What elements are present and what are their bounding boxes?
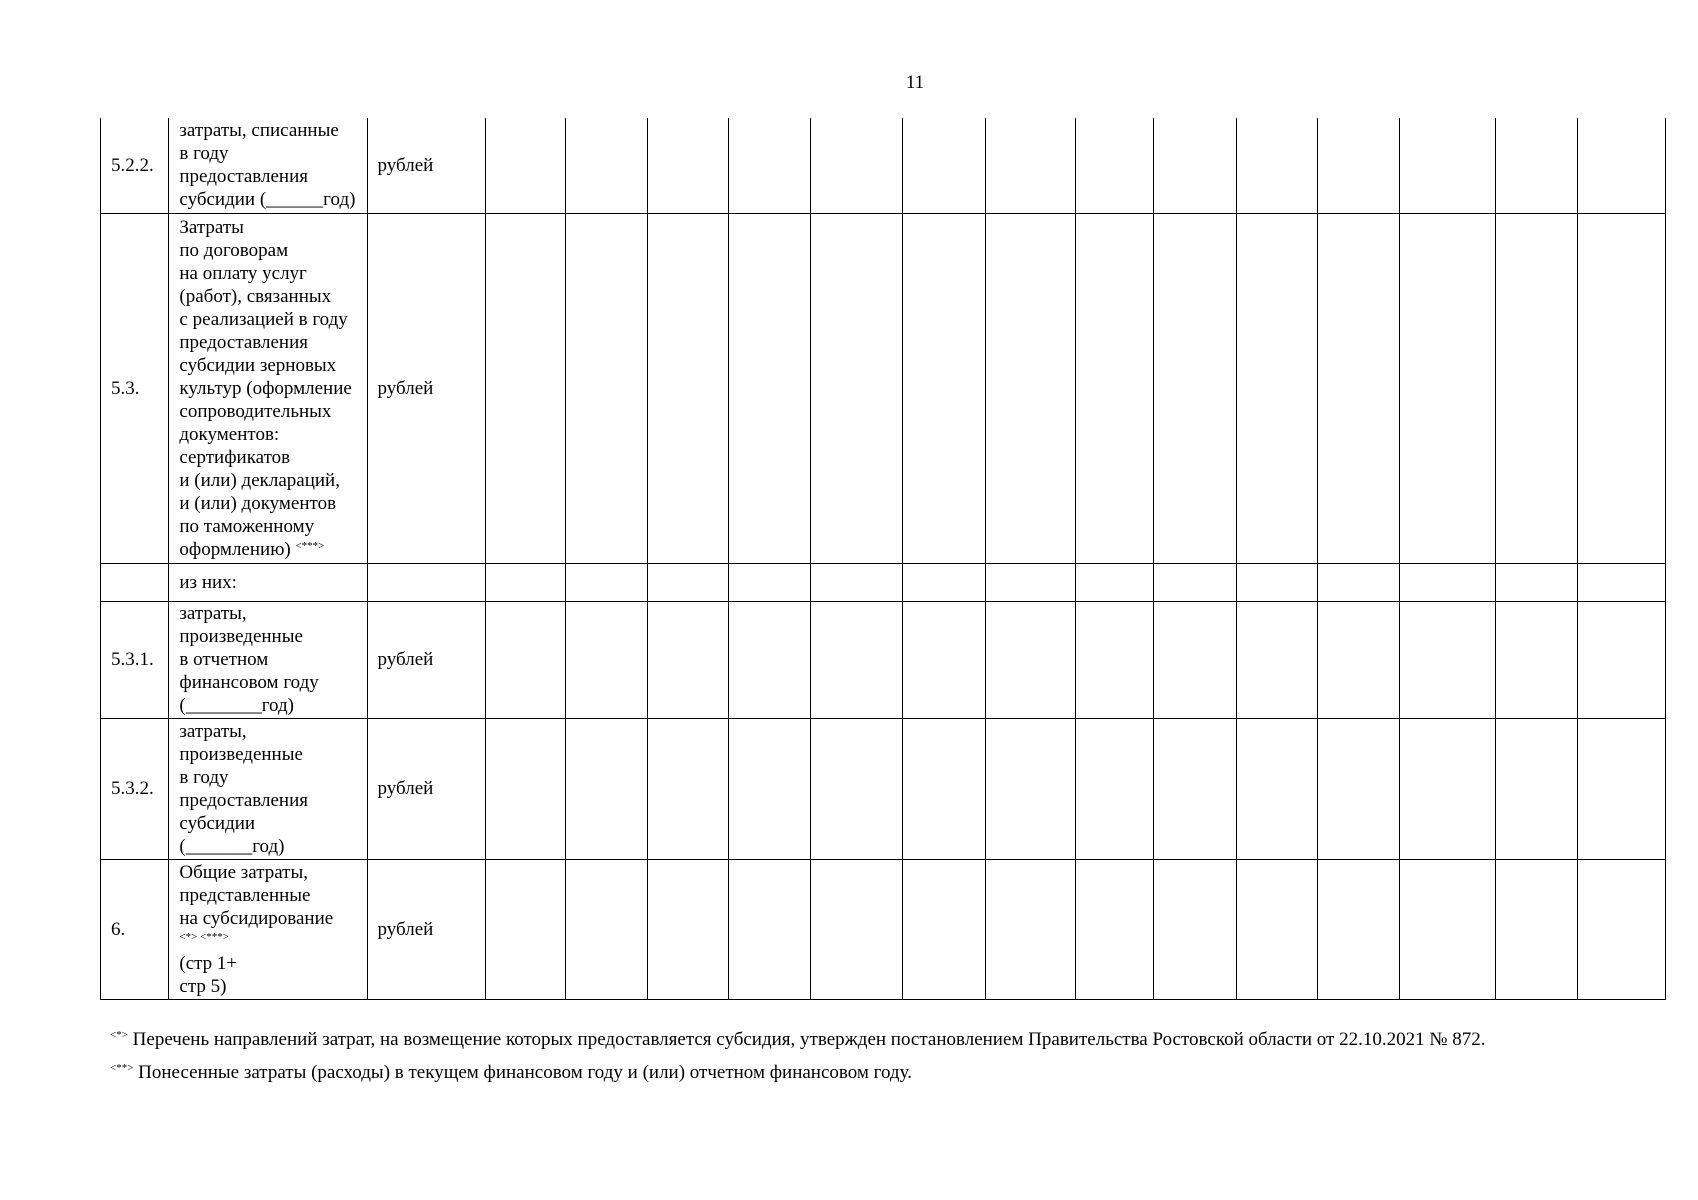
description-line: субсидии (______год): [179, 189, 356, 211]
description-line: из них:: [179, 571, 237, 593]
empty-value-cell: [902, 213, 985, 563]
row-description: [169, 601, 367, 718]
description-line: произведенные: [179, 743, 303, 765]
empty-value-cell: [1578, 213, 1666, 563]
empty-value-cell: [1075, 563, 1153, 601]
empty-value-cell: [1153, 563, 1236, 601]
empty-value-cell: [565, 859, 647, 999]
empty-value-cell: [728, 718, 810, 859]
footnotes: [110, 1023, 1485, 1089]
empty-value-cell: [902, 118, 985, 213]
empty-value-cell: [902, 859, 985, 999]
empty-value-cell: [811, 718, 903, 859]
description-line: затраты,: [179, 603, 247, 624]
description-line: Затраты: [179, 216, 244, 238]
empty-value-cell: [486, 118, 565, 213]
empty-value-cell: [1153, 859, 1236, 999]
empty-value-cell: [1075, 118, 1153, 213]
description-line: сопроводительных: [179, 400, 332, 422]
footnote-reference: <***>: [295, 539, 325, 552]
empty-value-cell: [1495, 563, 1577, 601]
empty-value-cell: [728, 601, 810, 718]
description-line: предоставления: [179, 331, 308, 353]
empty-value-cell: [986, 118, 1076, 213]
empty-value-cell: [648, 601, 728, 718]
empty-value-cell: [986, 213, 1076, 563]
empty-value-cell: [986, 718, 1076, 859]
row-unit: рублей: [367, 718, 486, 859]
description-line: сертификатов: [179, 446, 291, 468]
empty-value-cell: [1400, 859, 1496, 999]
empty-value-cell: [565, 718, 647, 859]
empty-value-cell: [1400, 563, 1496, 601]
empty-value-cell: [902, 601, 985, 718]
empty-value-cell: [486, 859, 565, 999]
description-line: стр 5): [179, 975, 227, 997]
footnote-text: Понесенные затраты (расходы) в текущем финансовом году и (или) отчетном финансовом году.: [138, 1062, 912, 1083]
empty-value-cell: [486, 213, 565, 563]
empty-value-cell: [728, 213, 810, 563]
empty-value-cell: [811, 118, 903, 213]
description-line: (________год): [179, 695, 294, 716]
description-line: (работ), связанных: [179, 285, 332, 307]
empty-value-cell: [1237, 718, 1317, 859]
description-line: (стр 1+: [179, 952, 238, 974]
empty-value-cell: [648, 118, 728, 213]
row-description: [169, 563, 367, 601]
footnote-mark: <*>: [110, 1029, 128, 1041]
empty-value-cell: [1400, 601, 1496, 718]
empty-value-cell: [1578, 718, 1666, 859]
description-line: в году: [179, 766, 229, 788]
empty-value-cell: [565, 118, 647, 213]
page-number: 11: [905, 72, 925, 93]
empty-value-cell: [1495, 859, 1577, 999]
empty-value-cell: [1153, 601, 1236, 718]
description-line: предоставления: [179, 789, 308, 811]
description-line: субсидии зерновых: [179, 354, 337, 376]
empty-value-cell: [565, 213, 647, 563]
empty-value-cell: [1400, 118, 1496, 213]
description-text: оформлению): [179, 538, 291, 560]
row-unit: рублей: [367, 601, 486, 718]
row-description: [169, 718, 367, 859]
empty-value-cell: [1317, 718, 1399, 859]
description-line: (_______год): [179, 835, 285, 857]
empty-value-cell: [1153, 718, 1236, 859]
empty-value-cell: [811, 563, 903, 601]
table-row: [101, 213, 1666, 563]
empty-value-cell: [1075, 859, 1153, 999]
description-line: предоставления: [179, 166, 308, 188]
description-line: на субсидирование: [179, 907, 334, 929]
description-line: субсидии: [179, 812, 256, 834]
empty-value-cell: [648, 213, 728, 563]
empty-value-cell: [486, 718, 565, 859]
description-line: и (или) деклараций,: [179, 469, 340, 491]
empty-value-cell: [565, 563, 647, 601]
empty-value-cell: [1237, 213, 1317, 563]
empty-value-cell: [648, 563, 728, 601]
empty-value-cell: [1317, 213, 1399, 563]
description-line: затраты,: [179, 720, 247, 742]
empty-value-cell: [986, 859, 1076, 999]
description-line: и (или) документов: [179, 492, 337, 514]
description-line: по договорам: [179, 239, 289, 261]
description-line: в году: [179, 143, 229, 165]
description-line: культур (оформление: [179, 377, 352, 399]
table-row: [101, 601, 1666, 718]
empty-value-cell: [1153, 118, 1236, 213]
empty-value-cell: [1237, 859, 1317, 999]
empty-value-cell: [1578, 859, 1666, 999]
row-unit: рублей: [367, 213, 486, 563]
description-line: [179, 538, 366, 561]
description-line: представленные: [179, 884, 311, 906]
description-line: Общие затраты,: [179, 861, 309, 883]
table-row: [101, 718, 1666, 859]
empty-value-cell: [902, 718, 985, 859]
empty-value-cell: [1237, 118, 1317, 213]
row-number: 6.: [101, 859, 169, 999]
empty-value-cell: [1317, 563, 1399, 601]
empty-value-cell: [1317, 118, 1399, 213]
description-line: на оплату услуг: [179, 262, 307, 284]
table-row: [101, 563, 1666, 601]
empty-value-cell: [1237, 601, 1317, 718]
empty-value-cell: [1075, 601, 1153, 718]
empty-value-cell: [986, 563, 1076, 601]
description-line: по таможенному: [179, 515, 315, 537]
empty-value-cell: [986, 601, 1076, 718]
empty-value-cell: [648, 859, 728, 999]
empty-value-cell: [1400, 718, 1496, 859]
empty-value-cell: [1075, 718, 1153, 859]
empty-value-cell: [648, 718, 728, 859]
empty-value-cell: [728, 563, 810, 601]
empty-value-cell: [1578, 601, 1666, 718]
table-row: [101, 859, 1666, 999]
empty-value-cell: [1495, 601, 1577, 718]
empty-value-cell: [811, 213, 903, 563]
footnote-2: [110, 1056, 1485, 1089]
description-line: документов:: [179, 423, 280, 445]
empty-value-cell: [902, 563, 985, 601]
empty-value-cell: [1578, 563, 1666, 601]
row-number: 5.3.1.: [101, 601, 169, 718]
empty-value-cell: [1317, 859, 1399, 999]
empty-value-cell: [486, 563, 565, 601]
empty-value-cell: [1237, 563, 1317, 601]
footnote-reference: <*> <***>: [179, 930, 229, 943]
row-number: 5.3.: [101, 213, 169, 563]
empty-value-cell: [811, 859, 903, 999]
empty-value-cell: [1317, 601, 1399, 718]
footnote-mark: <**>: [110, 1062, 134, 1074]
empty-value-cell: [811, 601, 903, 718]
empty-value-cell: [728, 118, 810, 213]
empty-value-cell: [565, 601, 647, 718]
empty-value-cell: [1400, 213, 1496, 563]
description-line: произведенные: [179, 626, 303, 647]
row-number: 5.3.2.: [101, 718, 169, 859]
row-unit: рублей: [367, 118, 486, 213]
description-line: затраты, списанные: [179, 120, 339, 142]
empty-value-cell: [1578, 118, 1666, 213]
table-row: [101, 118, 1666, 213]
empty-value-cell: [1075, 213, 1153, 563]
row-description: [169, 859, 367, 999]
empty-value-cell: [1495, 118, 1577, 213]
row-description: [169, 118, 367, 213]
empty-value-cell: [486, 601, 565, 718]
description-line: в отчетном: [179, 649, 269, 670]
row-unit: рублей: [367, 859, 486, 999]
row-number: [101, 563, 169, 601]
footnote-text: Перечень направлений затрат, на возмещение которых предоставляется субсидия, утвержден постановлением Правительства Ростовской области от 22.10.2021 № 872.: [132, 1029, 1486, 1050]
footnote-1: [110, 1023, 1485, 1056]
description-line: финансовом году: [179, 672, 319, 693]
description-line: с реализацией в году: [179, 308, 348, 330]
row-number: 5.2.2.: [101, 118, 169, 213]
empty-value-cell: [1153, 213, 1236, 563]
row-unit: [367, 563, 486, 601]
row-description: [169, 213, 367, 563]
empty-value-cell: [728, 859, 810, 999]
empty-value-cell: [1495, 718, 1577, 859]
empty-value-cell: [1495, 213, 1577, 563]
report-table: [100, 118, 1666, 1000]
